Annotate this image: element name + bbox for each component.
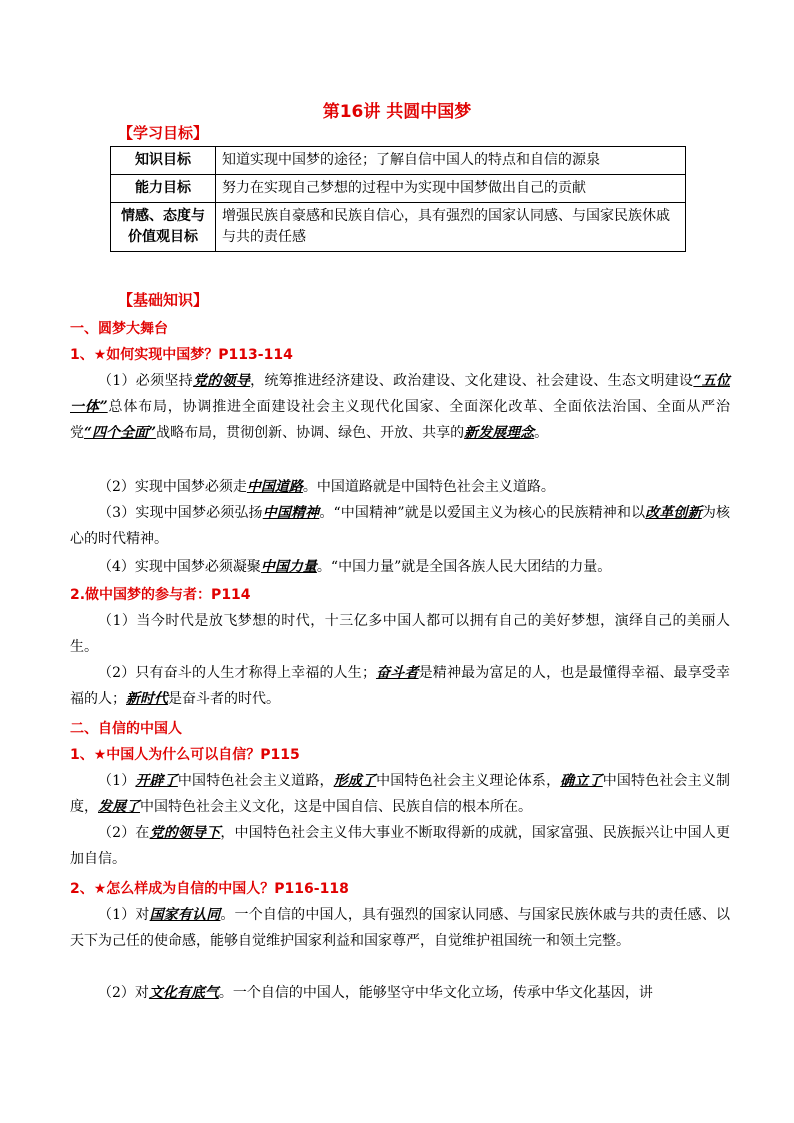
text: （3）实现中国梦必须弘扬	[98, 505, 263, 521]
text: 。“中国力量”就是全国各族人民大团结的力量。	[316, 559, 612, 575]
goal-label-line: 价值观目标	[128, 229, 198, 245]
text: 中国特色社会主义理论体系，	[376, 773, 561, 789]
goal-label	[111, 203, 216, 252]
goal-label-line: 情感、态度与	[121, 208, 205, 224]
key-term: 党的领导下	[149, 825, 221, 841]
learning-goals-table	[110, 146, 686, 252]
goal-label: 能力目标	[111, 175, 216, 203]
lesson-title: 第16讲 共圆中国梦	[322, 102, 472, 122]
part1-heading: 一、圆梦大舞台	[70, 321, 168, 337]
paragraph	[70, 768, 730, 820]
text: 中国特色社会主义文化，这是中国自信、民族自信的根本所在。	[140, 799, 532, 815]
key-term: 中国道路	[246, 479, 303, 495]
key-term: 新时代	[126, 691, 168, 707]
paragraph	[70, 500, 730, 552]
text: 。一个自信的中国人，具有强烈的国家认同感、与国家民族休戚与共的责任感、以天下为己任的使命感，能够自觉维护国家利益和国家尊严，自觉维护祖国统一和领土完整。	[70, 907, 731, 949]
key-term: 改革创新	[645, 505, 702, 521]
text: 是精神最为富足的人，也是最懂得幸福、最享受幸福的人；	[70, 665, 731, 707]
basics-heading: 【基础知识】	[118, 291, 209, 309]
text: 。“中国精神”就是以爱国主义为核心的民族精神和以	[319, 505, 646, 521]
text: （1）对	[98, 907, 150, 923]
key-term: 国家有认同	[149, 907, 221, 923]
goal-text: 增强民族自豪感和民族自信心，具有强烈的国家认同感、与国家民族休戚与共的责任感	[216, 203, 686, 252]
part1-q2-heading: 2.做中国梦的参与者：P114	[70, 587, 251, 603]
text: ，统筹推进经济建设、政治建设、文化建设、社会建设、生态文明建设	[250, 373, 694, 389]
key-term: 形成了	[333, 773, 377, 789]
part1-q1-heading: 1、★如何实现中国梦？P113-114	[70, 347, 293, 363]
text: 中国特色社会主义制度，	[70, 773, 731, 815]
paragraph	[70, 474, 730, 500]
part2-heading: 二、自信的中国人	[70, 721, 182, 737]
text: （2）在	[98, 825, 150, 841]
paragraph	[70, 980, 730, 1006]
paragraph: （1）当今时代是放飞梦想的时代，十三亿多中国人都可以拥有自己的美好梦想，演绎自己的美丽人生。	[70, 613, 730, 655]
goal-text: 努力在实现自己梦想的过程中为实现中国梦做出自己的贡献	[216, 175, 686, 203]
part2-q2-heading: 2、★怎么样成为自信的中国人？P116-118	[70, 881, 349, 897]
key-term: 中国精神	[262, 505, 320, 521]
key-term: 开辟了	[135, 773, 178, 789]
key-term: 文化有底气	[148, 985, 219, 1001]
table-row	[111, 147, 686, 175]
key-term: 党的领导	[192, 373, 251, 389]
key-term: 新发展理念	[464, 425, 535, 441]
key-term: 确立了	[560, 773, 603, 789]
text: （1）必须坚持	[98, 373, 193, 389]
paragraph	[70, 368, 730, 446]
text: 为核心的时代精神。	[70, 505, 731, 547]
goal-label: 知识目标	[111, 147, 216, 175]
text: 。中国道路就是中国特色社会主义道路。	[302, 479, 555, 495]
text: （2）对	[98, 985, 149, 1001]
key-term: 发展了	[98, 799, 140, 815]
key-term: 中国力量	[260, 559, 317, 575]
text: （2）实现中国梦必须走	[98, 479, 247, 495]
paragraph	[70, 660, 730, 712]
goal-text: 知道实现中国梦的途径；了解自信中国人的特点和自信的源泉	[216, 147, 686, 175]
key-term: “五位一体”	[70, 373, 730, 415]
learning-goals-heading: 【学习目标】	[118, 124, 209, 142]
text: 。一个自信的中国人，能够坚守中华文化立场，传承中华文化基因，讲	[218, 985, 653, 1001]
text: （2）只有奋斗的人生才称得上幸福的人生；	[98, 665, 376, 681]
text: 是奋斗者的时代。	[168, 691, 280, 707]
text: （1）	[98, 773, 136, 789]
text: （4）实现中国梦必须凝聚	[98, 559, 261, 575]
paragraph	[70, 902, 730, 954]
paragraph	[70, 554, 730, 580]
text: 总体布局，协调推进全面建设社会主义现代化国家、全面深化改革、全面依法治国、全面从严治党	[70, 399, 730, 441]
text: ，中国特色社会主义伟大事业不断取得新的成就，国家富强、民族振兴让中国人更加自信。	[70, 825, 731, 867]
table-row	[111, 203, 686, 252]
table-row	[111, 175, 686, 203]
text: 。	[534, 425, 549, 441]
key-term: “四个全面”	[84, 425, 157, 441]
paragraph	[70, 820, 730, 872]
part2-q1-heading: 1、★中国人为什么可以自信？P115	[70, 747, 300, 763]
key-term: 奋斗者	[375, 665, 419, 681]
text: 中国特色社会主义道路，	[177, 773, 334, 789]
text: 战略布局，贯彻创新、协调、绿色、开放、共享的	[156, 425, 465, 441]
